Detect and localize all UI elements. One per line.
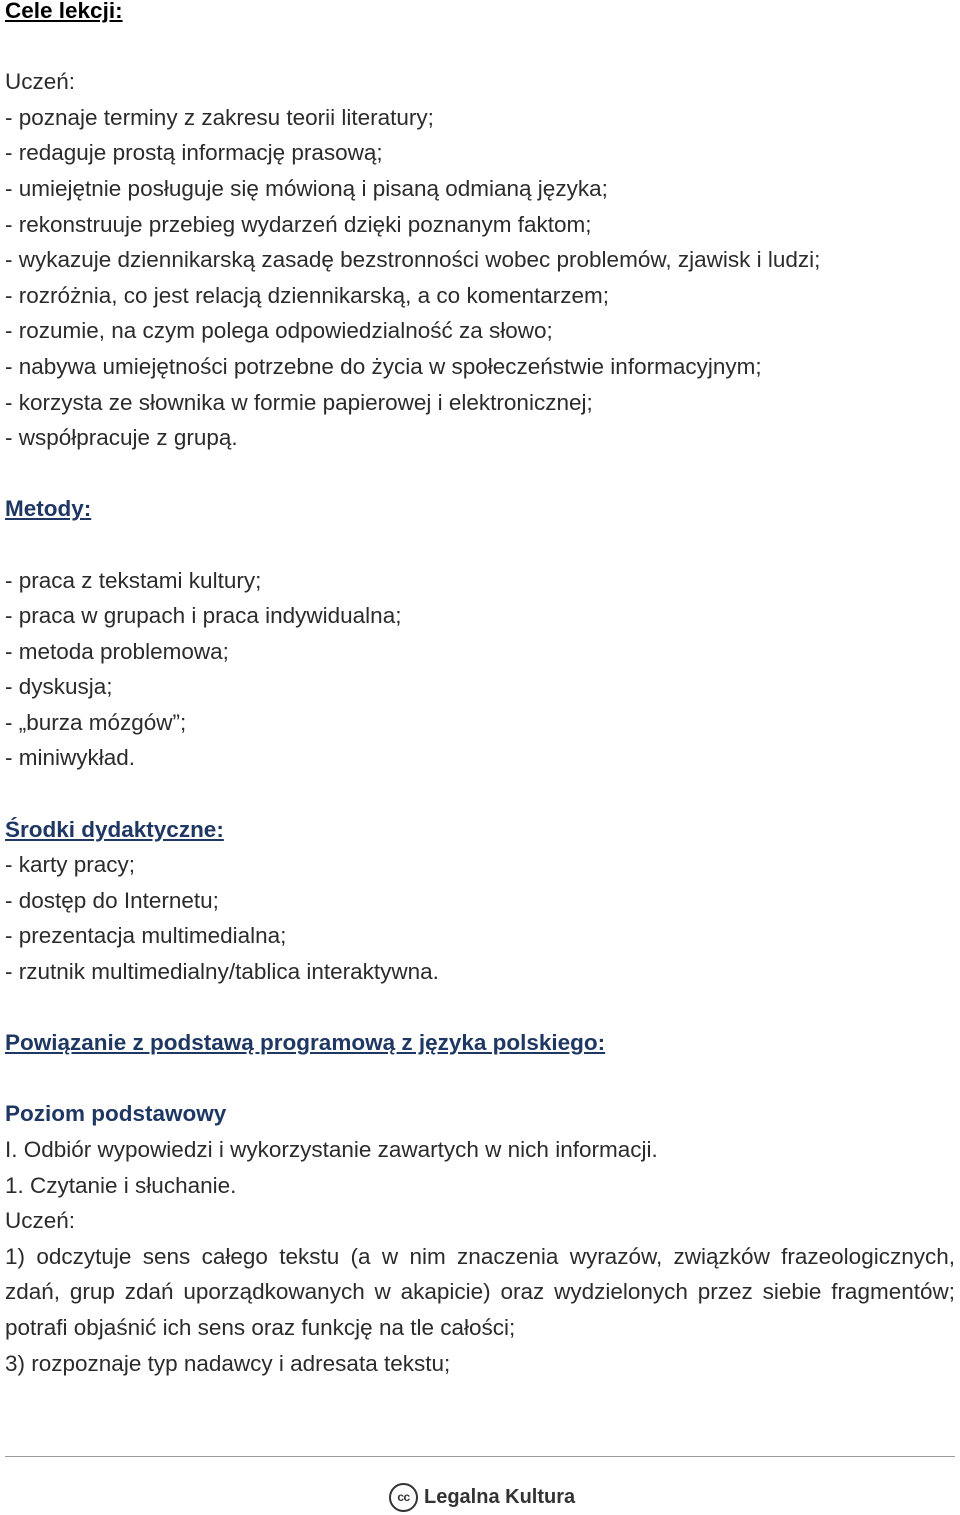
method-item: - miniwykład. [5, 745, 136, 771]
goal-item: - umiejętnie posługuje się mówioną i pisaną odmianą języka; [5, 175, 608, 201]
logo-text: Legalna Kultura [424, 1485, 576, 1508]
goals-heading: Cele lekcji: [5, 0, 123, 23]
curriculum-heading-row [5, 1025, 955, 1061]
goal-item: - nabywa umiejętności potrzebne do życia w społeczeństwie informacyjnym; [5, 353, 762, 379]
materials-heading-row [5, 812, 955, 848]
material-item: - rzutnik multimedialny/tablica interaktywna. [5, 959, 439, 985]
goal-item: - korzysta ze słownika w formie papierowej i elektronicznej; [5, 389, 593, 415]
method-item: - „burza mózgów”; [5, 709, 187, 735]
material-item: - prezentacja multimedialna; [5, 923, 287, 949]
material-item: - karty pracy; [5, 852, 136, 878]
material-item: - dostęp do Internetu; [5, 887, 219, 913]
method-item: - praca w grupach i praca indywidualna; [5, 603, 402, 629]
curriculum-point-3: 3) rozpoznaje typ nadawcy i adresata tekstu; [5, 1350, 451, 1376]
legalna-kultura-logo [389, 1482, 575, 1512]
cc-icon: cc [389, 1483, 418, 1512]
method-item: - dyskusja; [5, 674, 113, 700]
curriculum-subsection: 1. Czytanie i słuchanie. [5, 1172, 237, 1198]
methods-heading: Metody: [5, 496, 92, 522]
goal-item: - rekonstruuje przebieg wydarzeń dzięki poznanym faktom; [5, 211, 592, 237]
goals-intro: Uczeń: [5, 69, 76, 95]
curriculum-point-1-line: 1) odczytuje sens całego tekstu (a w nim znaczenia wyrazów, związków frazeologicznych, [5, 1243, 955, 1269]
goal-item: - rozumie, na czym polega odpowiedzialność za słowo; [5, 318, 553, 344]
method-item: - praca z tekstami kultury; [5, 567, 262, 593]
goals-section-heading-row [5, 0, 955, 29]
materials-heading: Środki dydaktyczne: [5, 816, 224, 842]
methods-heading-row [5, 491, 955, 527]
document-body [5, 0, 955, 1381]
goal-item: - poznaje terminy z zakresu teorii literatury; [5, 104, 434, 130]
method-item: - metoda problemowa; [5, 638, 229, 664]
curriculum-point-1-line: potrafi objaśnić ich sens oraz funkcję na tle całości; [5, 1314, 516, 1340]
curriculum-point-1-line: zdań, grup zdań uporządkowanych w akapicie) oraz wydzielonych przez siebie fragmentów; [5, 1279, 955, 1305]
footer-divider [5, 1456, 955, 1457]
curriculum-heading: Powiązanie z podstawą programową z języka polskiego: [5, 1030, 606, 1056]
curriculum-level: Poziom podstawowy [5, 1101, 227, 1127]
goal-item: - współpracuje z grupą. [5, 425, 238, 451]
curriculum-intro: Uczeń: [5, 1208, 76, 1234]
goal-item: - rozróżnia, co jest relacją dziennikarską, a co komentarzem; [5, 282, 609, 308]
curriculum-section: I. Odbiór wypowiedzi i wykorzystanie zawartych w nich informacji. [5, 1137, 658, 1162]
goal-item: - wykazuje dziennikarską zasadę bezstronności wobec problemów, zjawisk i ludzi; [5, 247, 821, 273]
goal-item: - redaguje prostą informację prasową; [5, 140, 383, 166]
